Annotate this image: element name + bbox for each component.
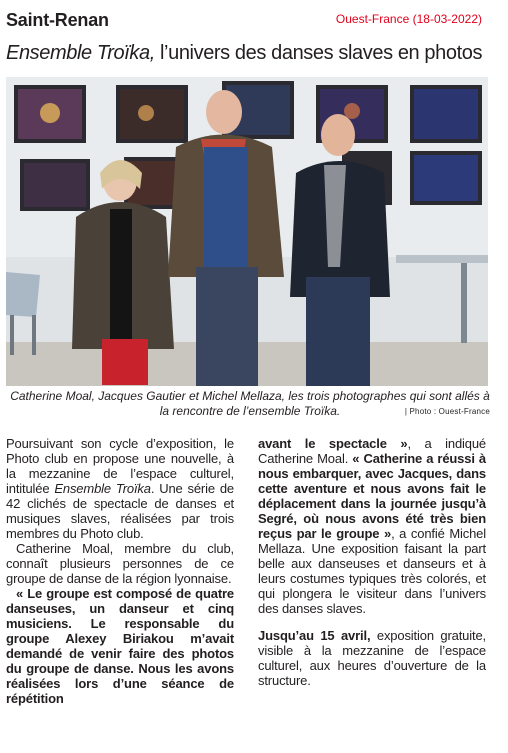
paragraph: Catherine Moal, membre du club, connaît plusieurs personnes de ce groupe de danse de la région lyonnaise. — [6, 541, 234, 586]
framed-photo — [410, 151, 482, 205]
framed-photo — [14, 85, 86, 143]
headline — [6, 42, 502, 65]
framed-photo — [410, 85, 482, 143]
photo-caption: Catherine Moal, Jacques Gautier et Michel Mellaza, les trois photographes qui sont allés à la rencontre de l’ensemble Troïka. — [10, 389, 490, 418]
framed-photo — [116, 85, 188, 143]
paragraph: Jusqu’au 15 avril, exposition gratuite, visible à la mezzanine de l’espace culturel, aux heures d’ouverture de la structure. — [258, 628, 486, 688]
photo-exhibition-image — [6, 77, 488, 386]
photo-credit: | Photo : Ouest-France — [404, 407, 490, 416]
headline-ensemble: Ensemble Troïka, — [6, 42, 155, 64]
article-column-1 — [6, 436, 234, 706]
headline-rest: l’univers des danses slaves en photos — [154, 42, 483, 64]
article-photo — [6, 77, 488, 386]
town-title: Saint-Renan — [6, 10, 109, 30]
paragraph: avant le spectacle », a indiqué Catherine Moal. « Catherine a réussi à nous embarquer, avec Jacques, dans cette aventure et nous avons fait le déplacement dans la journée jusqu’à Segré, où nous avons été très bien reçus par le groupe », a confié Michel Mellaza. Une exposition faisant la part belle aux danseuses et danseurs et à leurs costumes typiques très colorés, et qui plongera le visiteur dans l’univers des danses slaves. — [258, 436, 487, 616]
paragraph: « Le groupe est composé de quatre danseuses, un danseur et cinq musiciens. Le responsable du groupe Alexey Biriakou m’avait demandé de venir faire des photos du groupe de danse. Nous les avons réalisées lors d’une séance de répétition — [6, 586, 234, 706]
framed-photo — [20, 159, 90, 211]
paragraph: Poursuivant son cycle d’exposition, le Photo club en propose une nouvelle, à la mezzanine de l’espace culturel, intitulée Ensemble Troïka. Une série de 42 clichés de spectacle de danses et musiques slaves, réalisées par trois membres du Photo club. — [6, 436, 234, 541]
source-label: Ouest-France (18-03-2022) — [335, 12, 482, 26]
article-header — [6, 8, 502, 36]
article-column-2 — [258, 436, 486, 688]
